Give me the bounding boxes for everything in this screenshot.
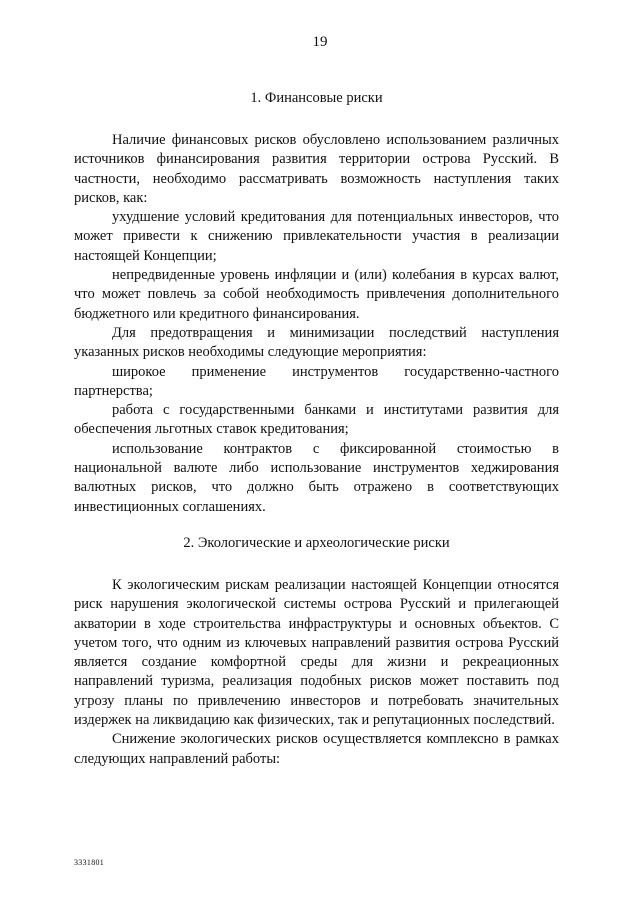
section-1-paragraph: работа с государственными банками и институтами развития для обеспечения льготных ставок кредитования; [74,402,559,438]
document-body [74,89,559,769]
section-1-paragraph: широкое применение инструментов государственно-частного партнерства; [74,363,559,399]
section-1-paragraph: ухудшение условий кредитования для потенциальных инвесторов, что может привести к снижению привлекательности участия в реализации настоящей Концепции; [74,209,559,264]
section-2-paragraph: К экологическим рискам реализации настоящей Концепции относятся риск нарушения экологической системы острова Русский и прилегающей акватории в ходе строительства инфраструктуры и основных объектов. С учетом того, что одним из ключевых направлений развития острова Русский является создание комфортной среды для жизни и рекреационных направлений туризма, реализация подобных рисков может поставить под угрозу планы по привлечению инвесторов и потребовать значительных издержек на ликвидацию как физических, так и репутационных последствий. [74,576,559,729]
section-2-paragraph: Снижение экологических рисков осуществляется комплексно в рамках следующих направлений работы: [74,731,559,767]
section-1-paragraph: непредвиденные уровень инфляции и (или) колебания в курсах валют, что может повлечь за собой необходимость привлечения дополнительного бюджетного или кредитного финансирования. [74,267,559,322]
section-1-paragraph: Для предотвращения и минимизации последствий наступления указанных рисков необходимы следующие мероприятия: [74,324,559,361]
section-1-paragraph: Наличие финансовых рисков обусловлено использованием различных источников финансирования развития территории острова Русский. В частности, необходимо рассматривать возможность наступления таких рисков, как: [74,132,559,206]
page-number: 19 [312,34,328,50]
document-code: 3331801 [74,858,105,867]
section-1-paragraph: использование контрактов с фиксированной стоимостью в национальной валюте либо использование инструментов хеджирования валютных рисков, что должно быть отражено в соответствующих инвестиционных соглашениях. [74,440,559,515]
section-2-heading: 2. Экологические и археологические риски [183,534,450,551]
section-1-heading: 1. Финансовые риски [250,90,383,106]
